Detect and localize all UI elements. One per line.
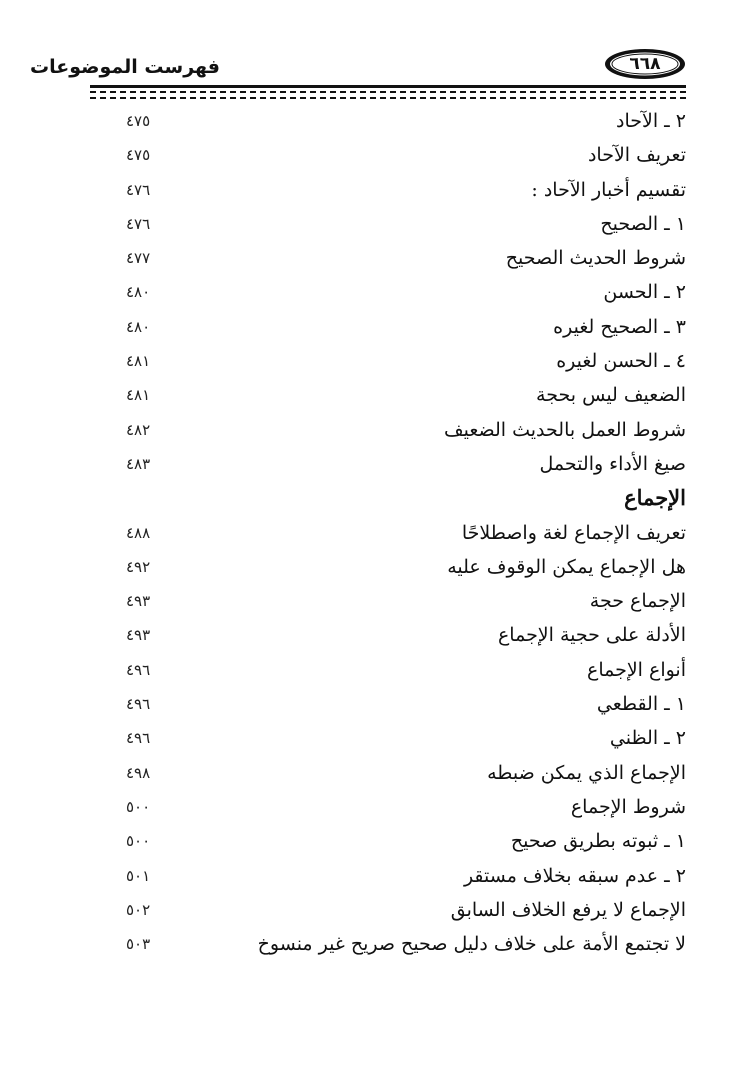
- toc-entry-page: ٤٩٦: [126, 695, 151, 714]
- toc-entry-page: ٤٨١: [126, 386, 151, 405]
- toc-entry-title: الأدلة على حجية الإجماع: [497, 624, 686, 647]
- toc-entry-title: ٣ ـ الصحيح لغيره: [553, 315, 686, 338]
- toc-section-heading: [120, 481, 686, 515]
- toc-entry-page: ٤٨٨: [126, 523, 151, 542]
- header-dashed-rule: [90, 97, 686, 99]
- toc-entry-page: ٤٩٣: [126, 626, 151, 645]
- toc-entry-page: ٤٧٧: [126, 249, 151, 268]
- toc-entry-page: ٤٨٣: [126, 454, 151, 473]
- toc-entry: [120, 756, 686, 790]
- toc-entry-title: ١ ـ الصحيح: [600, 212, 686, 235]
- toc-entry-page: ٥٠١: [126, 866, 151, 885]
- toc-entry-page: ٤٩٢: [126, 557, 151, 576]
- toc-entry-title: الإجماع حجة: [589, 590, 686, 613]
- toc-entry-page: ٥٠٢: [126, 900, 151, 919]
- toc-entry-title: الضعيف ليس بحجة: [536, 384, 686, 407]
- toc-entry: [120, 653, 686, 687]
- toc-entry: [120, 859, 686, 893]
- toc-entry-title: ٢ ـ الحسن: [603, 281, 686, 304]
- table-of-contents: [120, 104, 686, 961]
- toc-entry: [120, 721, 686, 755]
- toc-entry-page: ٥٠٣: [126, 935, 151, 954]
- toc-entry: [120, 344, 686, 378]
- toc-entry-title: ٤ ـ الحسن لغيره: [556, 350, 686, 373]
- toc-entry: [120, 516, 686, 550]
- toc-entry: [120, 618, 686, 652]
- toc-entry-title: تقسيم أخبار الآحاد :: [531, 178, 686, 201]
- toc-entry-page: ٤٨٢: [126, 420, 151, 439]
- toc-entry: [120, 687, 686, 721]
- toc-entry: [120, 550, 686, 584]
- page-number-badge: [604, 48, 686, 80]
- toc-entry-page: ٤٩٦: [126, 660, 151, 679]
- toc-entry-page: ٤٨١: [126, 352, 151, 371]
- toc-entry-page: ٤٩٦: [126, 729, 151, 748]
- toc-entry-page: ٥٠٠: [126, 797, 151, 816]
- toc-entry: [120, 310, 686, 344]
- toc-entry-title: ١ ـ ثبوته بطريق صحيح: [510, 830, 686, 853]
- toc-entry: [120, 447, 686, 481]
- toc-entry-page: ٤٧٦: [126, 214, 151, 233]
- toc-entry-page: ٤٩٨: [126, 763, 151, 782]
- toc-entry: [120, 584, 686, 618]
- toc-entry: [120, 378, 686, 412]
- toc-entry-title: أنواع الإجماع: [586, 658, 686, 681]
- toc-entry: [120, 824, 686, 858]
- toc-entry-title: الإجماع الذي يمكن ضبطه: [487, 761, 686, 784]
- toc-entry: [120, 275, 686, 309]
- toc-entry: [120, 138, 686, 172]
- toc-entry-page: ٤٧٦: [126, 180, 151, 199]
- toc-entry-title: ٢ ـ عدم سبقه بخلاف مستقر: [463, 864, 686, 887]
- toc-entry: [120, 893, 686, 927]
- toc-entry: [120, 207, 686, 241]
- toc-entry-title: تعريف الآحاد: [587, 144, 686, 167]
- toc-entry-page: ٤٨٠: [126, 283, 151, 302]
- header-rule: [90, 85, 686, 88]
- toc-entry-title: شروط الإجماع: [570, 795, 686, 818]
- toc-heading-title: الإجماع: [624, 485, 686, 511]
- toc-entry-title: ١ ـ القطعي: [596, 693, 686, 716]
- toc-entry-title: تعريف الإجماع لغة واصطلاحًا: [461, 521, 686, 544]
- toc-entry-page: ٥٠٠: [126, 832, 151, 851]
- toc-entry-page: ٤٧٥: [126, 146, 151, 165]
- toc-entry: [120, 241, 686, 275]
- toc-entry: [120, 173, 686, 207]
- toc-entry-title: الإجماع لا يرفع الخلاف السابق: [450, 898, 686, 921]
- toc-entry-title: صيغ الأداء والتحمل: [539, 452, 686, 475]
- toc-entry: [120, 790, 686, 824]
- toc-entry-title: لا تجتمع الأمة على خلاف دليل صحيح صريح غير منسوخ: [257, 933, 686, 956]
- toc-entry: [120, 413, 686, 447]
- running-title: فهرست الموضوعات: [30, 56, 220, 78]
- toc-entry-page: ٤٩٣: [126, 592, 151, 611]
- toc-entry-page: ٤٨٠: [126, 317, 151, 336]
- toc-entry-title: شروط العمل بالحديث الضعيف: [443, 418, 686, 441]
- toc-entry-page: ٤٧٥: [126, 112, 151, 130]
- toc-entry-title: شروط الحديث الصحيح: [505, 247, 686, 270]
- toc-entry-title: هل الإجماع يمكن الوقوف عليه: [447, 555, 686, 578]
- toc-entry-title: ٢ ـ الآحاد: [616, 110, 686, 132]
- toc-entry-title: ٢ ـ الظني: [609, 727, 686, 750]
- page-number: ٦٦٨: [629, 54, 661, 74]
- toc-entry: [120, 927, 686, 961]
- header-dashed-rule: [90, 91, 686, 93]
- toc-entry: [120, 104, 686, 138]
